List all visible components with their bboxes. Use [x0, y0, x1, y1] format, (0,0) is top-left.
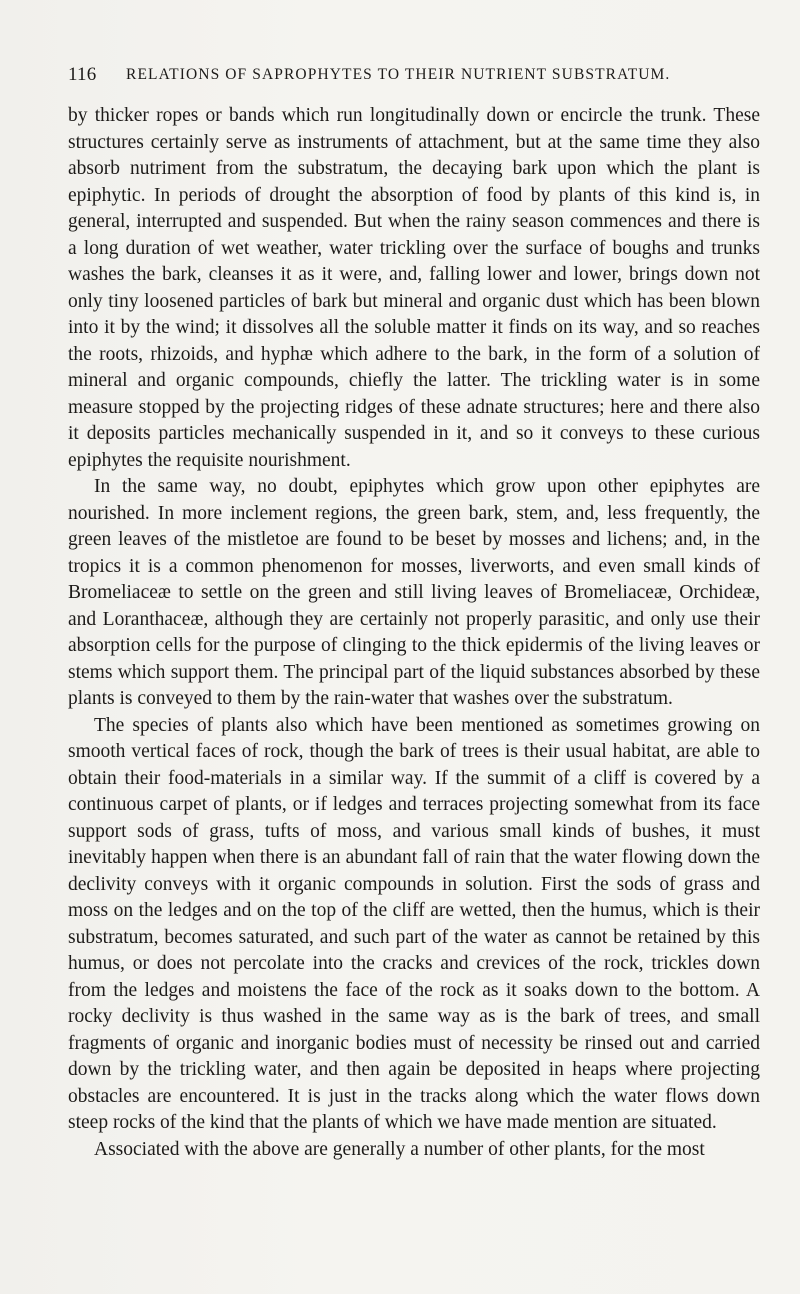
body-text [68, 103, 760, 1163]
paragraph-epiphytes: In the same way, no doubt, epiphytes which grow upon other epiphytes are nourished. In more inclement regions, the green bark, stem, and, less frequently, the green leaves of the mistletoe are found to be beset by mosses and lichens; and, in the tropics it is a common phenomenon for mosses, liverworts, and even small kinds of Bromeliaceæ to settle on the green and still living leaves of Bromeliaceæ, Orchideæ, and Loranthaceæ, although they are certainly not properly parasitic, and only use their absorption cells for the purpose of clinging to the thick epidermis of the living leaves or stems which support them. The principal part of the liquid substances absorbed by these plants is conveyed to them by the rain-water that washes over the substratum. [68, 476, 760, 709]
page-number: 116 [68, 64, 97, 85]
paragraph-continued: by thicker ropes or bands which run longitudinally down or encircle the trunk. These structures certainly serve as instruments of attachment, but at the same time they also absorb nutriment from the substratum, the decaying bark upon which the plant is epiphytic. In periods of drought the absorption of food by plants of this kind is, in general, interrupted and suspended. But when the rainy season commences and there is a long duration of wet weather, water trickling over the surface of boughs and trunks washes the bark, cleanses it as it were, and, falling lower and lower, brings down not only tiny loosened particles of bark but mineral and organic dust which has been blown into it by the wind; it dissolves all the soluble matter it finds on its way, and so reaches the roots, rhizoids, and hyphæ which adhere to the bark, in the form of a solution of mineral and organic compounds, chiefly the latter. The trickling water is in some measure stopped by the projecting ridges of these adnate structures; here and there also it deposits particles mechanically suspended in it, and so it conveys to these curious epiphytes the requisite nourishment. [68, 105, 760, 471]
paragraph-associated: Associated with the above are generally a number of other plants, for the most [94, 1138, 705, 1160]
running-head: RELATIONS OF SAPROPHYTES TO THEIR NUTRIENT SUBSTRATUM. [126, 66, 671, 83]
paragraph-rock-faces: The species of plants also which have been mentioned as sometimes growing on smooth vertical faces of rock, though the bark of trees is their usual habitat, are able to obtain their food-materials in a similar way. If the summit of a cliff is covered by a continuous carpet of plants, or if ledges and terraces projecting somewhat from its face support sods of grass, tufts of moss, and various small kinds of bushes, it must inevitably happen when there is an abundant fall of rain that the water flowing down the declivity conveys with it organic compounds in solution. First the sods of grass and moss on the ledges and on the top of the cliff are wetted, then the humus, which is their substratum, becomes saturated, and such part of the water as cannot be retained by this humus, or does not percolate into the cracks and crevices of the rock, trickles down from the ledges and moistens the face of the rock as it soaks down to the bottom. A rocky declivity is thus washed in the same way as is the bark of trees, and small fragments of organic and inorganic bodies must of necessity be rinsed out and carried down by the trickling water, and then again be deposited in heaps where projecting obstacles are encountered. It is just in the tracks along which the water flows down steep rocks of the kind that the plants of which we have made mention are situated. [68, 714, 760, 1133]
page-header [68, 64, 758, 88]
